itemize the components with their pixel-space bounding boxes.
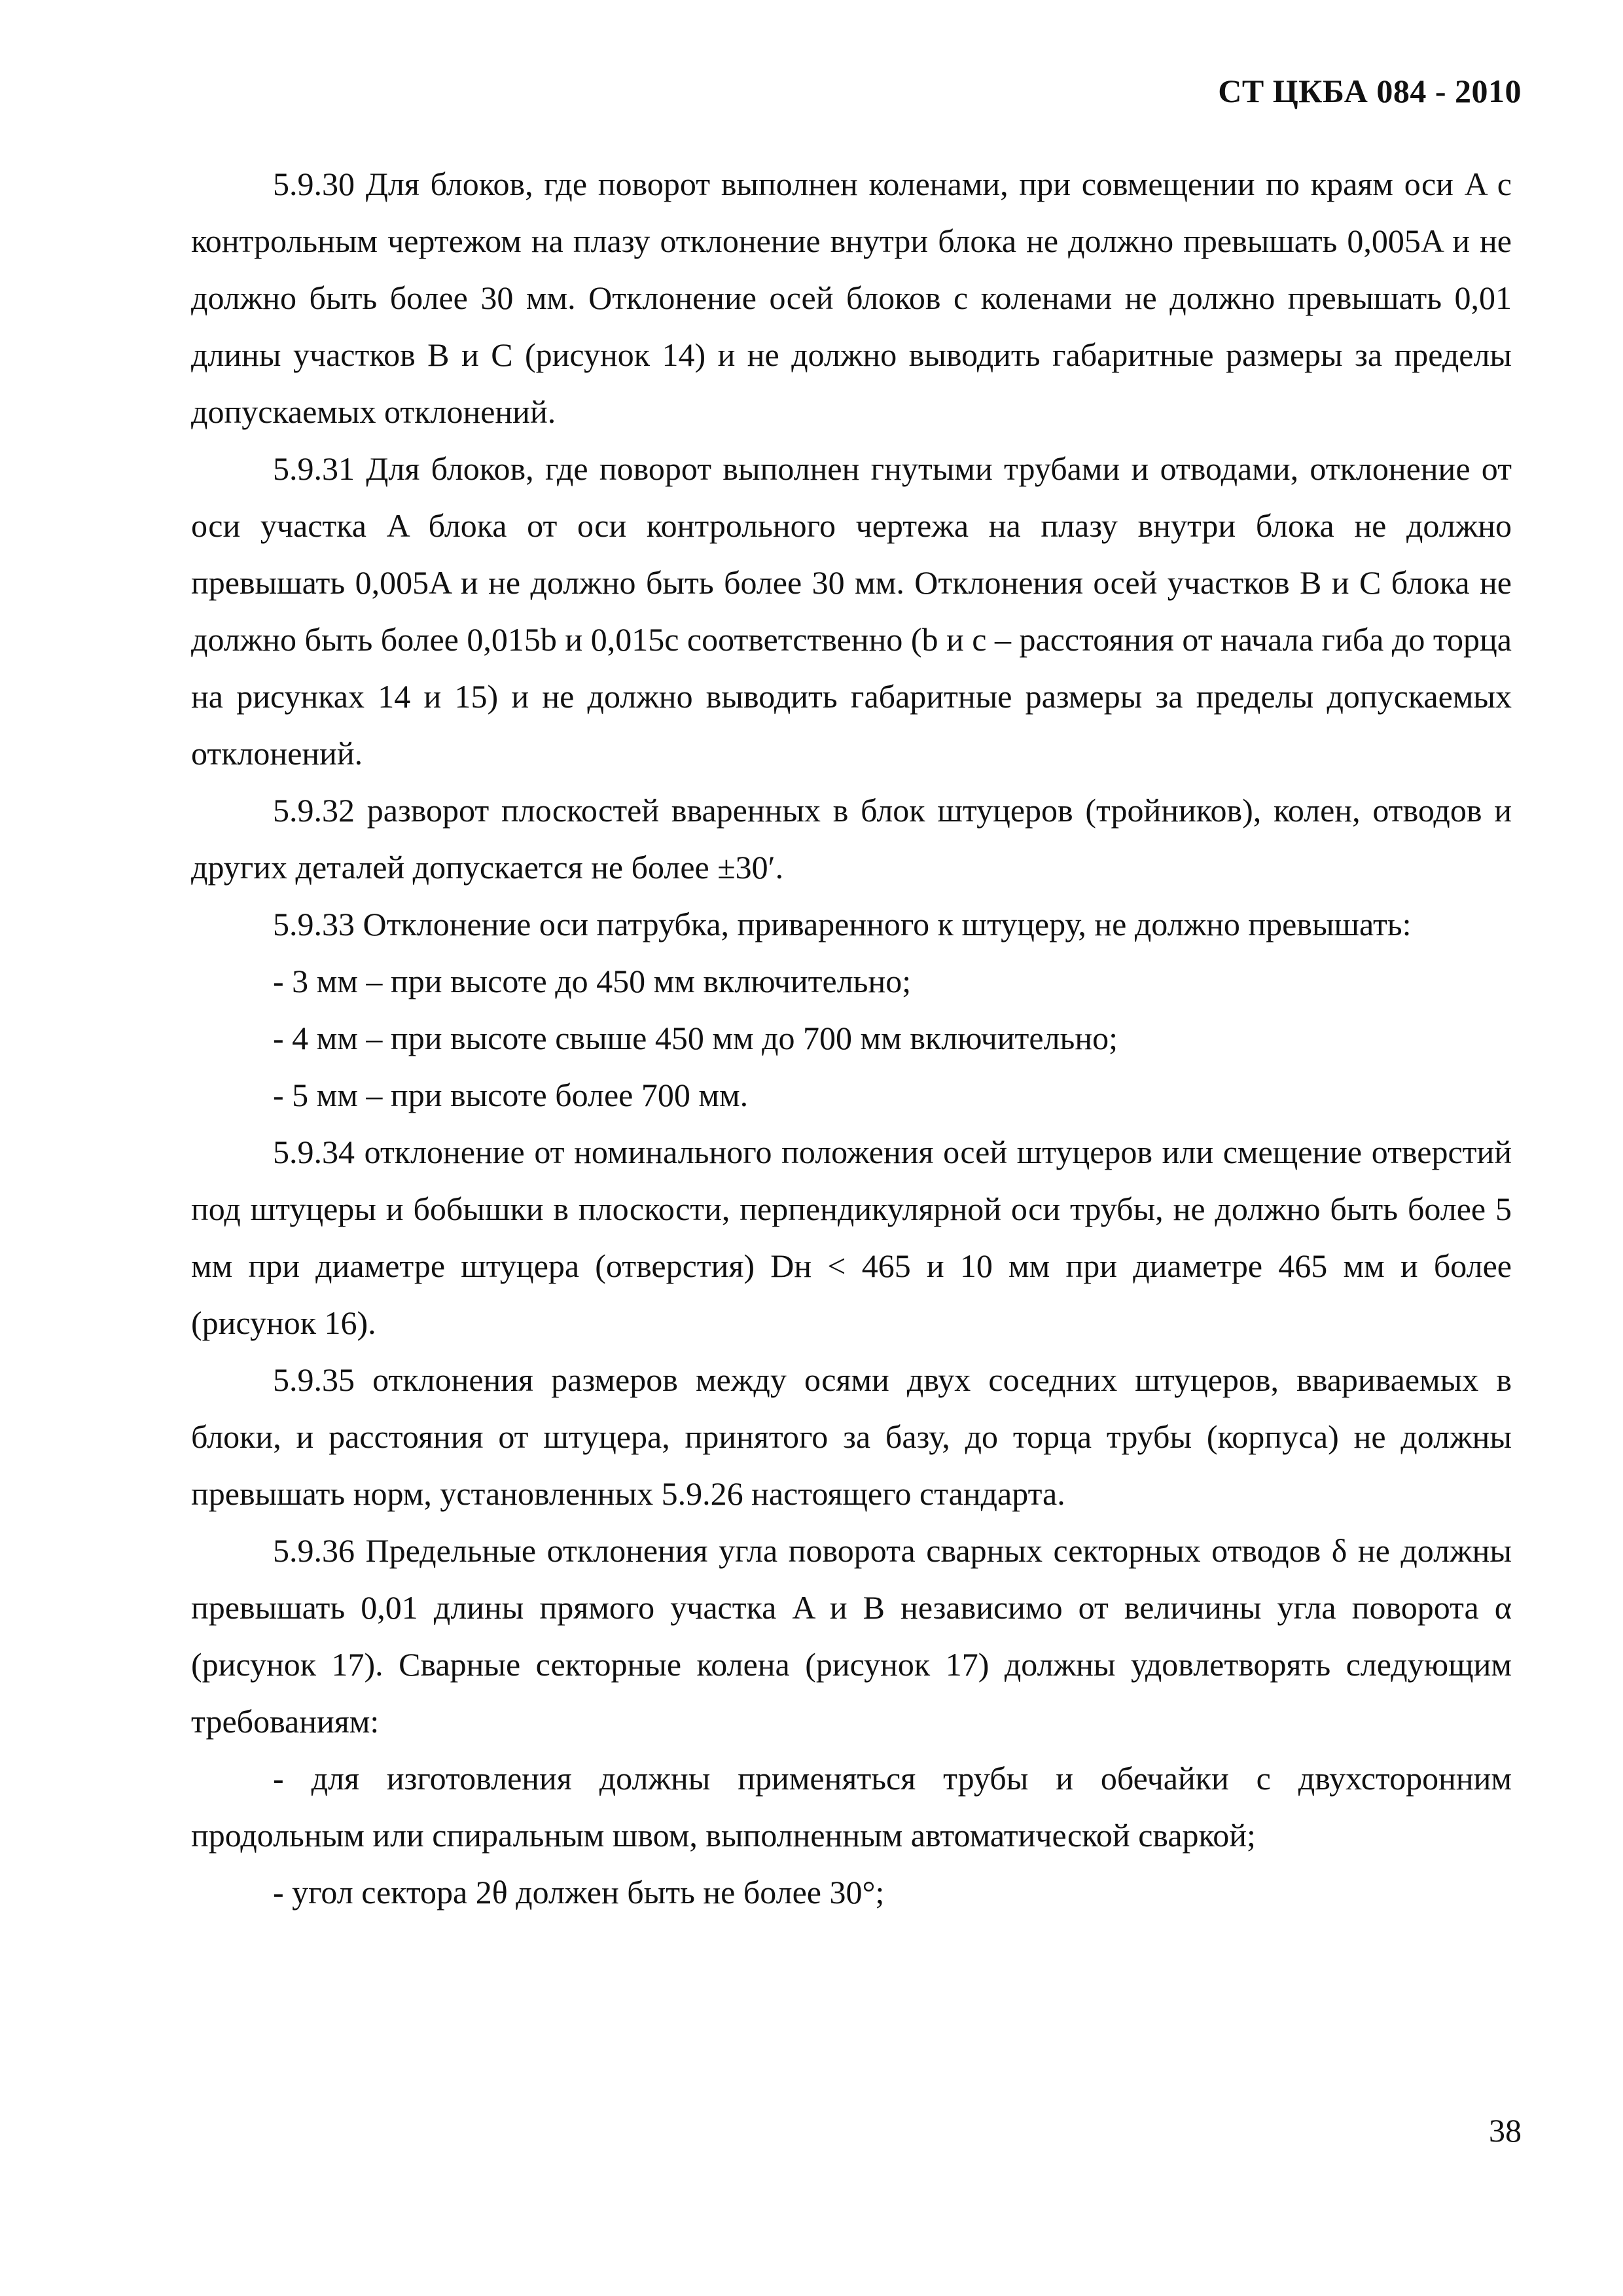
list-item-5-9-36-2: - угол сектора 2θ должен быть не более 30°; <box>273 1874 885 1910</box>
list-item-5-9-33-3: - 5 мм – при высоте более 700 мм. <box>273 1077 749 1113</box>
standard-code-header: СТ ЦКБА 084 - 2010 <box>1218 73 1522 109</box>
document-body <box>191 156 1512 1921</box>
paragraph-5-9-31: 5.9.31 Для блоков, где поворот выполнен гнутыми трубами и отводами, отклонение от оси участка A блока от оси контрольного чертежа на плазу внутри блока не должно превышать 0,005A и не должно быть более 30 мм. Отклонения осей участков B и C блока не должно быть более 0,015b и 0,015c соответственно (b и c – расстояния от начала гиба до торца на рисунках 14 и 15) и не должно выводить габаритные размеры за пределы допускаемых отклонений. <box>191 450 1512 772</box>
paragraph-5-9-34: 5.9.34 отклонение от номинального положения осей штуцеров или смещение отверстий под штуцеры и бобышки в плоскости, перпендикулярной оси трубы, не должно быть более 5 мм при диаметре штуцера (отверстия) Dн < 465 и 10 мм при диаметре 465 мм и более (рисунок 16). <box>191 1134 1512 1341</box>
paragraph-5-9-33: 5.9.33 Отклонение оси патрубка, приваренного к штуцеру, не должно превышать: <box>273 906 1412 942</box>
list-item-5-9-33-2: - 4 мм – при высоте свыше 450 мм до 700 мм включительно; <box>273 1020 1118 1056</box>
paragraph-5-9-35: 5.9.35 отклонения размеров между осями двух соседних штуцеров, ввариваемых в блоки, и расстояния от штуцера, принятого за базу, до торца трубы (корпуса) не должны превышать норм, установленных 5.9.26 настоящего стандарта. <box>191 1361 1512 1512</box>
page-number: 38 <box>1489 2112 1522 2149</box>
list-item-5-9-36-1: - для изготовления должны применяться трубы и обечайки с двухсторонним продольным или спиральным швом, выполненным автоматической сваркой; <box>191 1760 1512 1854</box>
paragraph-5-9-32: 5.9.32 разворот плоскостей вваренных в блок штуцеров (тройников), колен, отводов и других деталей допускается не более ±30′. <box>191 792 1512 886</box>
paragraph-5-9-30: 5.9.30 Для блоков, где поворот выполнен коленами, при совмещении по краям оси A с контрольным чертежом на плазу отклонение внутри блока не должно превышать 0,005A и не должно быть более 30 мм. Отклонение осей блоков с коленами не должно превышать 0,01 длины участков B и C (рисунок 14) и не должно выводить габаритные размеры за пределы допускаемых отклонений. <box>191 166 1512 430</box>
paragraph-5-9-36: 5.9.36 Предельные отклонения угла поворота сварных секторных отводов δ не должны превышать 0,01 длины прямого участка A и B независимо от величины угла поворота α (рисунок 17). Сварные секторные колена (рисунок 17) должны удовлетворять следующим требованиям: <box>191 1532 1512 1740</box>
list-item-5-9-33-1: - 3 мм – при высоте до 450 мм включительно; <box>273 963 912 999</box>
